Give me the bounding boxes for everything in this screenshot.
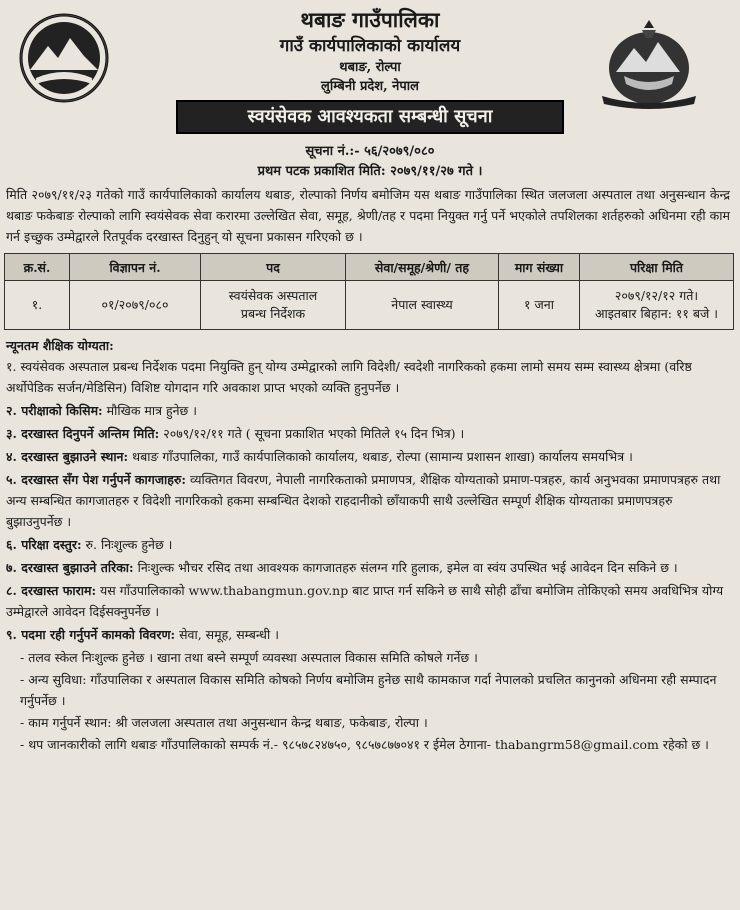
table-header-row — [5, 254, 734, 281]
list-item — [6, 400, 732, 421]
cell-post — [201, 281, 346, 330]
office-name: गाउँ कार्यपालिकाको कार्यालय — [279, 36, 461, 56]
item-label: ७. दरखास्त बुझाउने तरिका: — [6, 560, 134, 575]
col-header-sn: क्र.सं. — [5, 254, 70, 281]
col-header-adno: विज्ञापन नं. — [70, 254, 201, 281]
list-item: १. स्वयंसेवक अस्पताल प्रबन्ध निर्देशक पदमा नियुक्ति हुन् योग्य उम्मेद्वारको लागि विदेशी/ स्वदेशी नागरिकको हकमा लामो समय सम्म स्वास्थ्य क्षेत्रमा (वरिष्ठ अर्थोपेडिक सर्जन/मेडिसिन) विशिष्ट योगदान गरि अवकाश प्राप्त भएको व्यक्ति हुनुपर्नेछ । — [6, 359, 692, 395]
item-label: ५. दरखास्त सँग पेश गर्नुपर्ने कागजाहरु: — [6, 472, 187, 487]
item-label: ४. दरखास्त बुझाउने स्थान: — [6, 449, 129, 464]
list-item — [6, 469, 732, 532]
item-label: ९. पदमा रही गर्नुपर्ने कामको विवरण: — [6, 627, 176, 642]
municipality-name: थबाङ गाउँपालिका — [300, 7, 440, 32]
list-item: - काम गर्नुपर्ने स्थान: श्री जलजला अस्पताल तथा अनुसन्धान केन्द्र थबाङ, फकेबाङ, रोल्पा । — [20, 715, 428, 730]
item-text: सेवा, समूह, सम्बन्धी । — [175, 627, 279, 642]
item-label: ८. दरखास्त फाराम: — [6, 583, 97, 598]
notice-number: सूचना नं.:- ५६/२०७९/०८० — [305, 144, 435, 159]
item-text: यस गाँउपालिकाको www.thabangmun.gov.np बाट प्राप्त गर्न सकिने छ साथै सोही ढाँचा बमोजिम तोकिएको समय अवधिभित्र योग्य उम्मेद्वारले आवेदन दिईसक्नुपर्नेछ । — [6, 583, 724, 619]
item-label: २. परीक्षाको किसिम: — [6, 403, 103, 418]
item-text: रु. निःशुल्क हुनेछ । — [81, 537, 173, 552]
col-header-count: माग संख्या — [499, 254, 580, 281]
item-text: मौखिक मात्र हुनेछ । — [102, 403, 198, 418]
list-item — [6, 446, 732, 467]
cell-adno: ०१/२०७९/०८० — [70, 281, 201, 330]
province-location: लुम्बिनी प्रदेश, नेपाल — [321, 79, 419, 94]
office-location: थबाङ, रोल्पा — [339, 60, 401, 75]
cell-exam-date-line1: २०७९/१२/१२ गते। — [614, 288, 699, 303]
cell-exam-date — [580, 281, 734, 330]
cell-count: १ जना — [499, 281, 580, 330]
cell-exam-date-line2: आइतबार बिहान: ११ बजे । — [595, 306, 718, 321]
col-header-service: सेवा/समूह/श्रेणी/ तह — [346, 254, 499, 281]
qualification-title: न्यूनतम शैक्षिक योग्यता: — [6, 338, 114, 353]
cell-post-line2: प्रबन्ध निर्देशक — [240, 306, 306, 321]
item-text: थबाङ गाँउपालिका, गाउँ कार्यपालिकाको कार्यालय, थबाङ, रोल्पा (सामान्य प्रशासन शाखा) कार्यालय समयभित्र । — [128, 449, 633, 464]
vacancy-table — [4, 253, 734, 330]
col-header-post: पद — [201, 254, 346, 281]
list-item — [6, 580, 732, 622]
list-item — [6, 557, 732, 578]
cell-service: नेपाल स्वास्थ्य — [346, 281, 499, 330]
item-text: २०७९/१२/११ गते ( सूचना प्रकाशित भएको मितिले १५ दिन भित्र) । — [159, 426, 465, 441]
item-label: ६. परिक्षा दस्तुर: — [6, 537, 82, 552]
intro-paragraph: मिति २०७९/११/२३ गतेको गाउँ कार्यपालिकाको कार्यालय थबाङ, रोल्पाको निर्णय बमोजिम यस थबाङ गाउँपालिका स्थित जलजला अस्पताल तथा अनुसन्धान केन्द्र थबाङ फकेबाङ रोल्पाको लागि स्वयंसेवक सेवा करारमा उल्लेखित सेवा, समूह, श्रेणी/तह र पदमा नियुक्त गर्नु पर्ने भएकोले तपशिलका शर्तहरुको अधिनमा रही काम गर्न इच्छुक उम्मेद्वारले रितपूर्वक दरखास्त दिनुहुन् यो सूचना प्रकासन गरिएको छ । — [6, 187, 730, 244]
municipality-logo-icon — [18, 12, 110, 104]
cell-post-line1: स्वयंसेवक अस्पताल — [228, 288, 318, 303]
item-label: ३. दरखास्त दिनुपर्ने अन्तिम मिति: — [6, 426, 160, 441]
list-item: - अन्य सुविधा: गाँउपालिका र अस्पताल विकास समिति कोषको निर्णय बमोजिम हुनेछ साथै कामकाज गर्दा नेपालको प्रचलित कानुनको अधिनमा रही सम्पादन गर्नुपर्नेछ । — [20, 672, 717, 708]
list-item: - थप जानकारीको लागि थबाङ गाँउपालिकाको सम्पर्क नं.- ९८५७८२४७५०, ९८५७८७७०४१ र ईमेल ठेगाना- thabangrm58@gmail.com रहेको छ । — [20, 737, 709, 752]
notice-banner: स्वयंसेवक आवश्यकता सम्बन्धी सूचना — [176, 100, 565, 134]
nepal-emblem-icon — [594, 14, 704, 112]
table-row — [5, 281, 734, 330]
list-item — [6, 534, 732, 555]
list-item — [6, 624, 732, 645]
cell-sn: १. — [5, 281, 70, 330]
item-text: निःशुल्क भौचर रसिद तथा आवश्यक कागजातहरु संलग्न गरि हुलाक, इमेल वा स्वंय उपस्थित भई आवेदन दिन सकिने छ । — [133, 560, 678, 575]
duty-details — [6, 647, 732, 755]
list-item: - तलव स्केल निःशुल्क हुनेछ । खाना तथा बस्ने सम्पूर्ण व्यवस्था अस्पताल विकास समिति कोषले गर्नेछ । — [20, 650, 478, 665]
list-item — [6, 423, 732, 444]
col-header-exam-date: परिक्षा मिति — [580, 254, 734, 281]
published-date: प्रथम पटक प्रकाशित मिति: २०७९/११/२७ गते । — [257, 164, 483, 179]
conditions-list — [0, 356, 740, 755]
item-text: व्यक्तिगत विवरण, नेपाली नागरिकताको प्रमाणपत्र, शैक्षिक योग्यताको प्रमाण-पत्रहरु, कार्य अनुभवका प्रमाणपत्रहरु तथा अन्य सम्बन्धित कागजातहरु र विदेशी नागरिकको हकमा सम्बन्धित देशको राहदानीको छाँयाकपी साथै उल्लेखित सम्पूर्ण शैक्षिक योग्यताका प्रमाणपत्रहरु बुझाउनुपर्नेछ । — [6, 472, 721, 529]
